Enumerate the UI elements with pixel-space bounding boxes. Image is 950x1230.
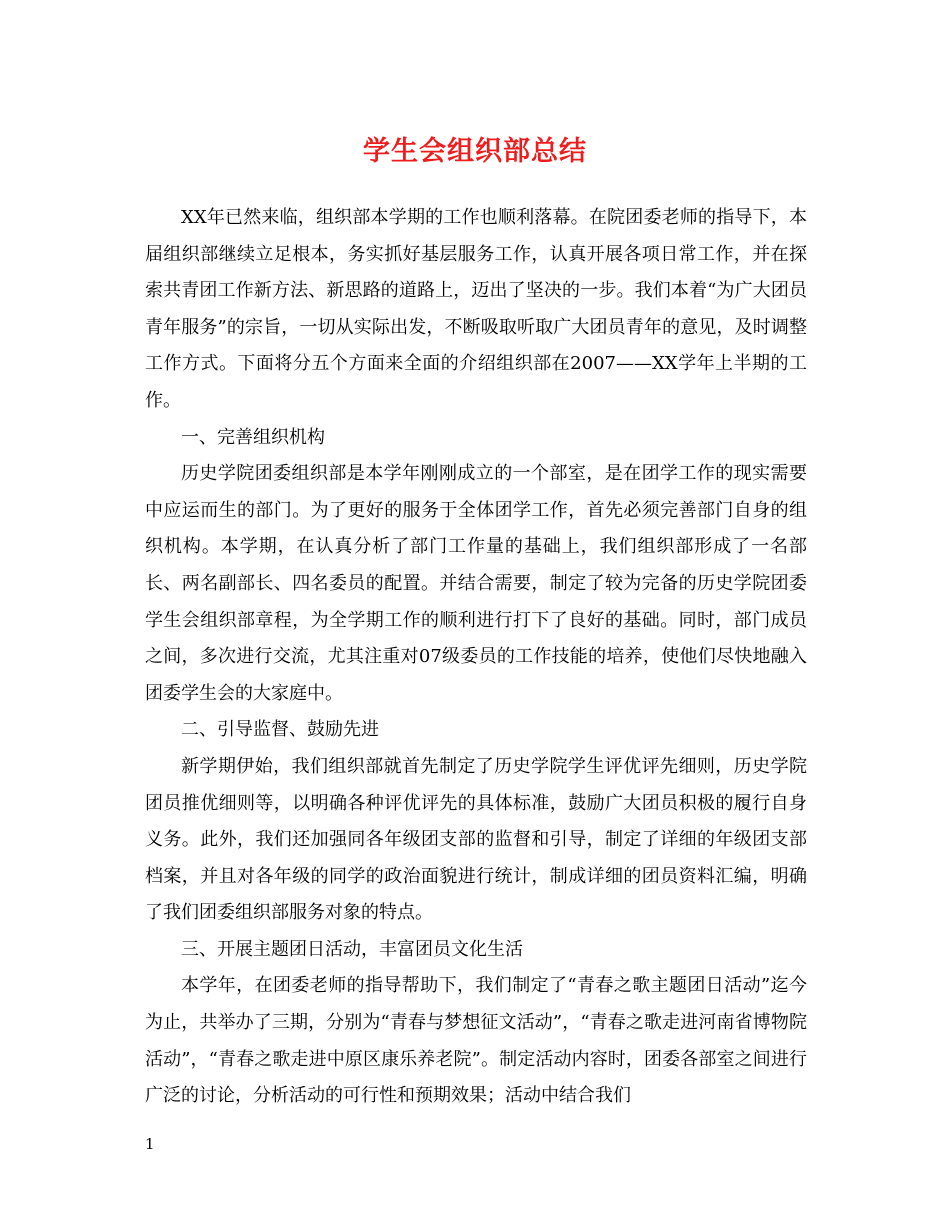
document-body xyxy=(145,200,807,1115)
section-heading-3: 三、开展主题团日活动，丰富团员文化生活 xyxy=(181,938,523,960)
document-title: 学生会组织部总结 xyxy=(363,136,587,167)
paragraph-section-1: 历史学院团委组织部是本学年刚刚成立的一个部室，是在团学工作的现实需要中应运而生的部门。为了更好的服务于全体团学工作，首先必须完善部门自身的组织机构。本学期，在认真分析了部门工作量的基础上，我们组织部形成了一名部长、两名副部长、四名委员的配置。并结合需要，制定了较为完备的历史学院团委学生会组织部章程，为全学期工作的顺利进行打下了良好的基础。同时，部门成员之间，多次进行交流，尤其注重对07级委员的工作技能的培养，使他们尽快地融入团委学生会的大家庭中。 xyxy=(145,463,807,704)
section-heading-2: 二、引导监督、鼓励先进 xyxy=(181,719,379,741)
paragraph-section-2: 新学期伊始，我们组织部就首先制定了历史学院学生评优评先细则，历史学院团员推优细则等，以明确各种评优评先的具体标准，鼓励广大团员积极的履行自身义务。此外，我们还加强同各年级团支部的监督和引导，制定了详细的年级团支部档案，并且对各年级的同学的政治面貌进行统计，制成详细的团员资料汇编，明确了我们团委组织部服务对象的特点。 xyxy=(145,755,807,924)
paragraph-intro: XX年已然来临，组织部本学期的工作也顺利落幕。在院团委老师的指导下，本届组织部继续立足根本，务实抓好基层服务工作，认真开展各项日常工作，并在探索共青团工作新方法、新思路的道路上，迈出了坚决的一步。我们本着“为广大团员青年服务”的宗旨，一切从实际出发，不断吸取听取广大团员青年的意见，及时调整工作方式。下面将分五个方面来全面的介绍组织部在2007——XX学年上半期的工作。 xyxy=(145,207,807,411)
page-number: 1 xyxy=(145,1135,155,1153)
section-heading-1: 一、完善组织机构 xyxy=(181,426,325,448)
paragraph-section-3: 本学年，在团委老师的指导帮助下，我们制定了“青春之歌主题团日活动”迄今为止，共举办了三期，分别为“青春与梦想征文活动”，“青春之歌走进河南省博物院活动”，“青春之歌走进中原区康乐养老院”。制定活动内容时，团委各部室之间进行广泛的讨论，分析活动的可行性和预期效果；活动中结合我们 xyxy=(145,975,807,1107)
